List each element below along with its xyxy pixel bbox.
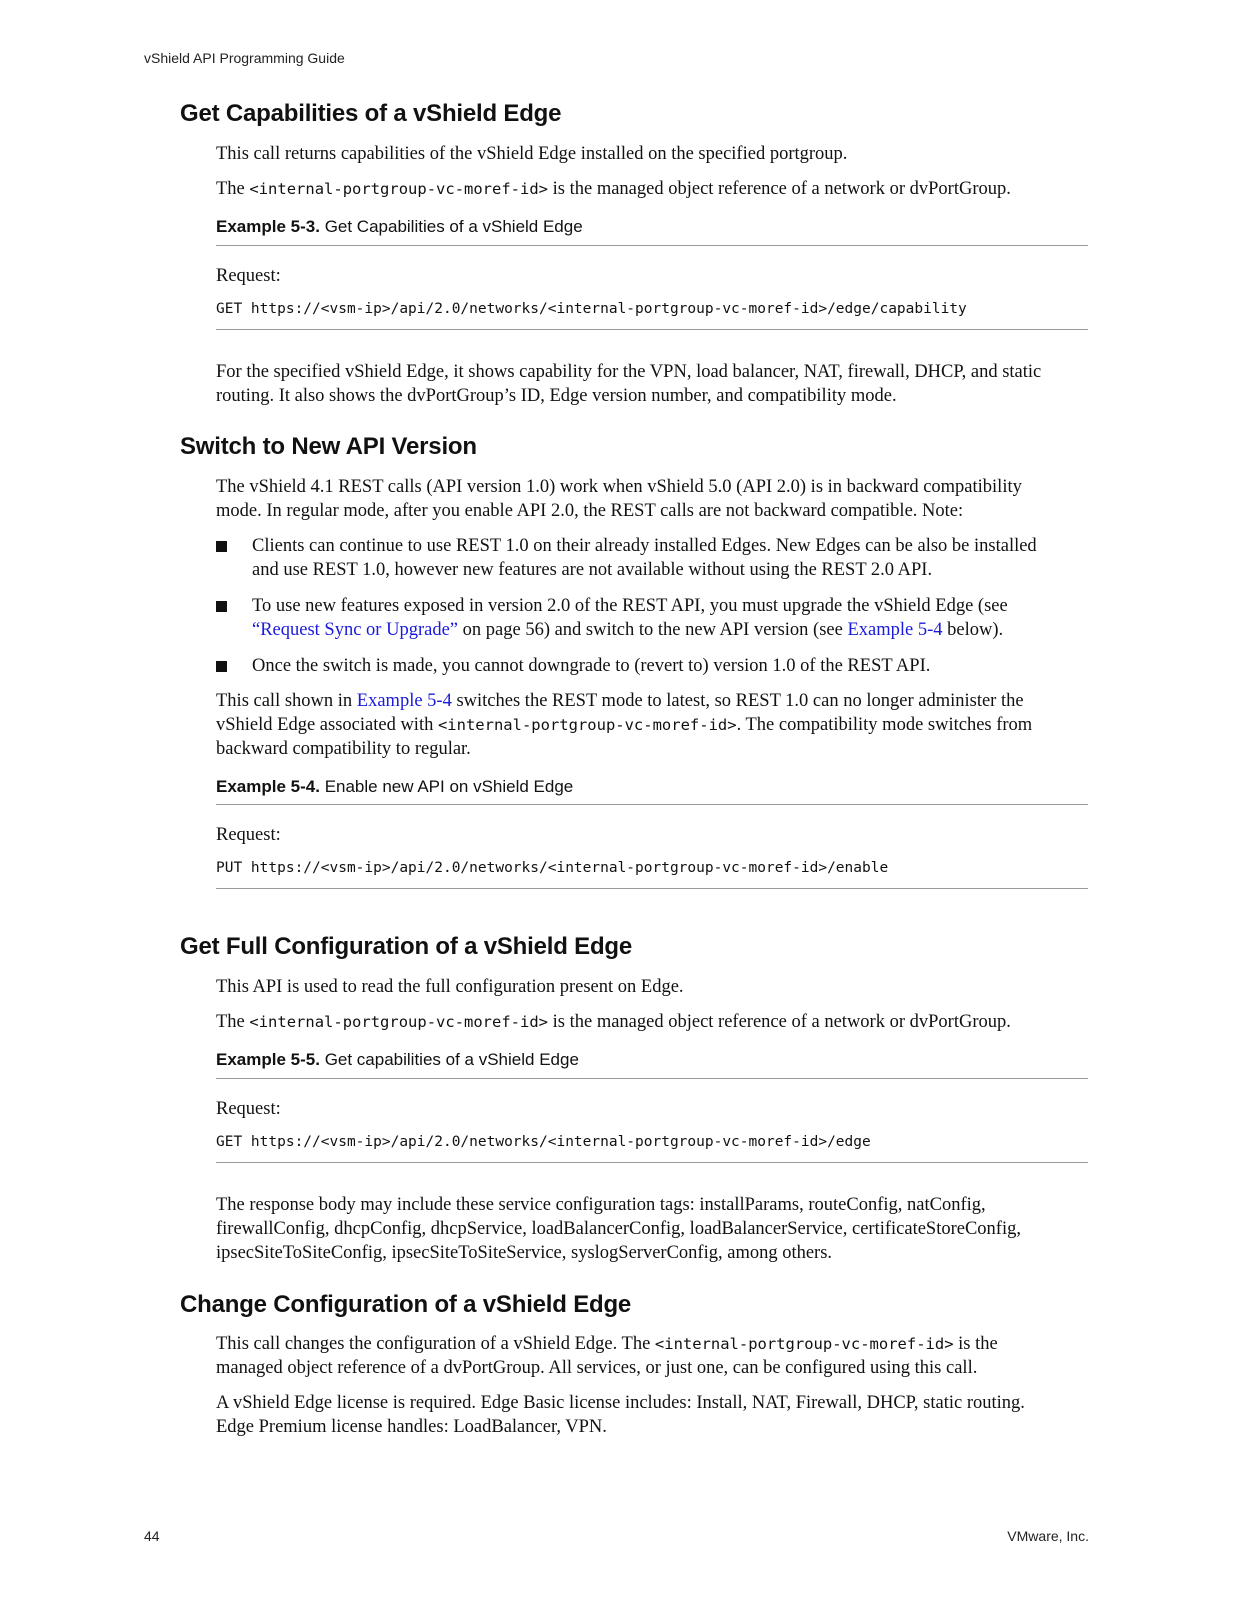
paragraph: The <internal-portgroup-vc-moref-id> is the managed object reference of a network or dvPortGroup. bbox=[216, 1012, 1011, 1032]
bullet-square-icon bbox=[216, 661, 227, 672]
example-title: Get Capabilities of a vShield Edge bbox=[324, 217, 583, 236]
example-label: Example 5-3. bbox=[216, 217, 320, 236]
bullet-square-icon bbox=[216, 541, 227, 552]
running-header: vShield API Programming Guide bbox=[144, 50, 345, 66]
section-title-get-full-config: Get Full Configuration of a vShield Edge bbox=[180, 933, 633, 960]
section-title-get-capabilities: Get Capabilities of a vShield Edge bbox=[180, 100, 562, 127]
divider bbox=[216, 1162, 1088, 1163]
code-block: PUT https://<vsm-ip>/api/2.0/networks/<internal-portgroup-vc-moref-id>/enable bbox=[216, 860, 889, 876]
section-title-switch-api: Switch to New API Version bbox=[180, 433, 477, 460]
paragraph: A vShield Edge license is required. Edge Basic license includes: Install, NAT, Firewall, DHCP, static routing. Edge Premium license handles: LoadBalancer, VPN. bbox=[216, 1393, 1025, 1437]
code-block: GET https://<vsm-ip>/api/2.0/networks/<internal-portgroup-vc-moref-id>/edge/capability bbox=[216, 301, 967, 317]
request-label: Request: bbox=[216, 1099, 281, 1119]
divider bbox=[216, 329, 1088, 330]
list-item: Clients can continue to use REST 1.0 on their already installed Edges. New Edges can be also be installed and use REST 1.0, however new features are not available without using the REST 2.0 API. bbox=[252, 536, 1037, 580]
example-label: Example 5-5. bbox=[216, 1050, 320, 1069]
paragraph: This API is used to read the full configuration present on Edge. bbox=[216, 977, 684, 997]
paragraph: The <internal-portgroup-vc-moref-id> is the managed object reference of a network or dvPortGroup. bbox=[216, 179, 1011, 199]
request-label: Request: bbox=[216, 266, 281, 286]
example-caption bbox=[216, 217, 583, 237]
example-caption bbox=[216, 1050, 579, 1070]
divider bbox=[216, 888, 1088, 889]
section-title-change-config: Change Configuration of a vShield Edge bbox=[180, 1291, 632, 1318]
link-example-5-4[interactable]: Example 5-4 bbox=[356, 691, 452, 711]
code-block: GET https://<vsm-ip>/api/2.0/networks/<internal-portgroup-vc-moref-id>/edge bbox=[216, 1134, 871, 1150]
link-example-5-4[interactable]: Example 5-4 bbox=[847, 620, 943, 640]
example-title: Enable new API on vShield Edge bbox=[324, 777, 574, 796]
example-label: Example 5-4. bbox=[216, 777, 320, 796]
divider bbox=[216, 245, 1088, 246]
page-number: 44 bbox=[144, 1528, 160, 1544]
divider bbox=[216, 1078, 1088, 1079]
bullet-square-icon bbox=[216, 601, 227, 612]
list-item: Once the switch is made, you cannot downgrade to (revert to) version 1.0 of the REST API. bbox=[252, 656, 931, 676]
inline-code: <internal-portgroup-vc-moref-id> bbox=[654, 1335, 954, 1353]
paragraph: This call changes the configuration of a vShield Edge. The <internal-portgroup-vc-moref-id> is the managed object reference of a dvPortGroup. All services, or just one, can be configured using this call. bbox=[216, 1334, 998, 1378]
example-caption bbox=[216, 777, 573, 797]
paragraph: This call returns capabilities of the vShield Edge installed on the specified portgroup. bbox=[216, 144, 848, 164]
paragraph: The vShield 4.1 REST calls (API version 1.0) work when vShield 5.0 (API 2.0) is in backward compatibility mode. In regular mode, after you enable API 2.0, the REST calls are not backward compatible. Note: bbox=[216, 477, 1022, 521]
paragraph: The response body may include these service configuration tags: installParams, routeConfig, natConfig, firewallConfig, dhcpConfig, dhcpService, loadBalancerConfig, loadBalancerService, certificateStoreConfig, ipsecSiteToSiteConfig, ipsecSiteToSiteService, syslogServerConfig, among others. bbox=[216, 1195, 1021, 1263]
list-item: To use new features exposed in version 2.0 of the REST API, you must upgrade the vShield Edge (see “Request Sync or Upgrade” on page 56) and switch to the new API version (see Example 5-4 below). bbox=[252, 596, 1008, 640]
request-label: Request: bbox=[216, 825, 281, 845]
paragraph: For the specified vShield Edge, it shows capability for the VPN, load balancer, NAT, firewall, DHCP, and static routing. It also shows the dvPortGroup’s ID, Edge version number, and compatibility mode. bbox=[216, 362, 1042, 406]
inline-code: <internal-portgroup-vc-moref-id> bbox=[437, 716, 737, 734]
example-title: Get capabilities of a vShield Edge bbox=[324, 1050, 579, 1069]
inline-code: <internal-portgroup-vc-moref-id> bbox=[249, 1013, 549, 1031]
paragraph: This call shown in Example 5-4 switches the REST mode to latest, so REST 1.0 can no longer administer the vShield Edge associated with <internal-portgroup-vc-moref-id>. The compatibility mode switches from backward compatibility to regular. bbox=[216, 691, 1033, 759]
link-request-sync[interactable]: “Request Sync or Upgrade” bbox=[252, 620, 459, 640]
inline-code: <internal-portgroup-vc-moref-id> bbox=[249, 180, 549, 198]
divider bbox=[216, 804, 1088, 805]
footer-company: VMware, Inc. bbox=[1007, 1528, 1089, 1544]
